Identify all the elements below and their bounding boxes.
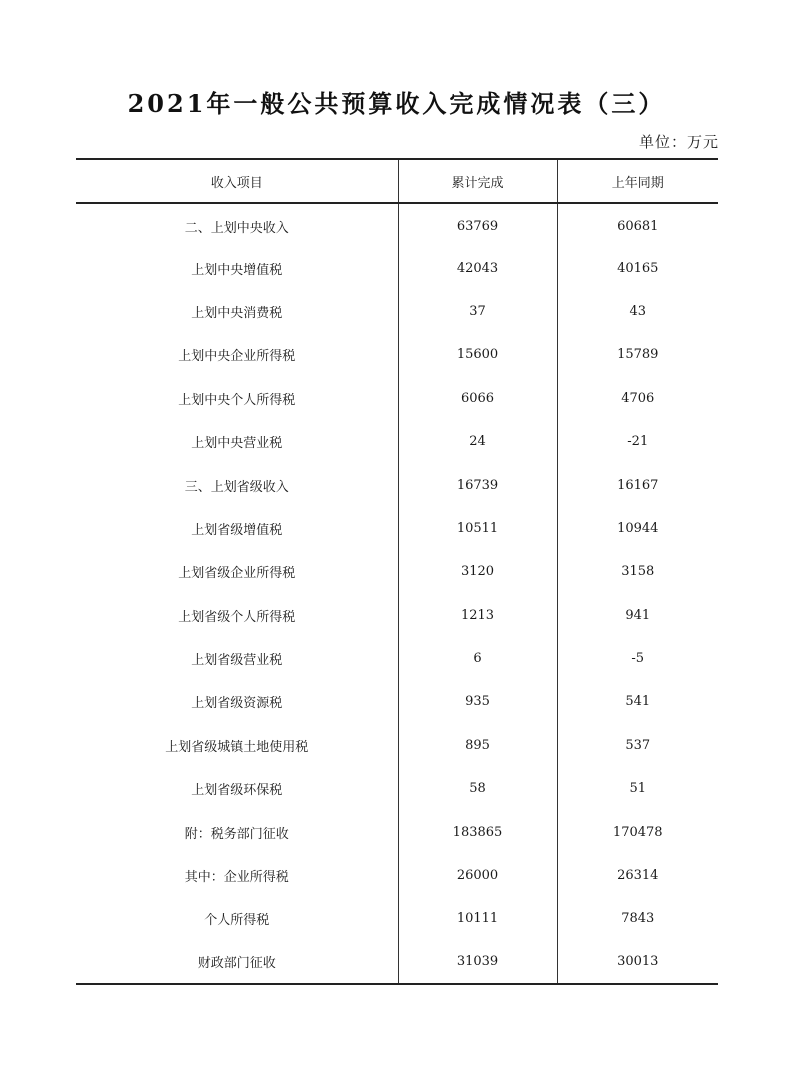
table-body (76, 203, 718, 984)
row-item: 其中：企业所得税 (184, 870, 289, 886)
row-cumulative: 10111 (398, 897, 557, 940)
header-row (76, 159, 718, 203)
table-row (76, 724, 718, 767)
row-cumulative: 6066 (398, 377, 557, 420)
row-item: 上划省级企业所得税 (178, 566, 296, 582)
row-prior-year: 60681 (557, 203, 718, 246)
row-cumulative: 58 (398, 767, 557, 810)
row-item: 上划中央营业税 (191, 436, 283, 452)
table-row (76, 810, 718, 853)
table-row (76, 941, 718, 984)
table-row (76, 637, 718, 680)
row-item: 附：税务部门征收 (184, 826, 289, 842)
row-item: 三、上划省级收入 (184, 479, 289, 495)
table-row (76, 507, 718, 550)
row-prior-year: -21 (557, 420, 718, 463)
row-prior-year: 40165 (557, 246, 718, 289)
row-item: 上划省级环保税 (191, 783, 283, 799)
row-prior-year: 4706 (557, 377, 718, 420)
row-prior-year: 541 (557, 680, 718, 723)
row-cumulative: 63769 (398, 203, 557, 246)
row-cumulative: 37 (398, 290, 557, 333)
table-row (76, 290, 718, 333)
page-title: 2021年一般公共预算收入完成情况表（三） (127, 89, 666, 118)
table-row (76, 854, 718, 897)
row-item: 上划中央企业所得税 (178, 349, 296, 365)
table-row (76, 333, 718, 376)
row-cumulative: 895 (398, 724, 557, 767)
row-prior-year: 170478 (557, 810, 718, 853)
row-prior-year: 3158 (557, 550, 718, 593)
row-prior-year: 30013 (557, 941, 718, 984)
table-row (76, 594, 718, 637)
column-header-item: 收入项目 (76, 159, 398, 203)
row-cumulative: 31039 (398, 941, 557, 984)
row-item: 个人所得税 (204, 913, 270, 929)
unit-label: 单位：万元 (638, 133, 719, 151)
row-item: 上划省级个人所得税 (178, 609, 296, 625)
row-item: 上划中央增值税 (191, 262, 283, 278)
row-item: 上划中央消费税 (191, 305, 283, 321)
table-row (76, 897, 718, 940)
row-item: 二、上划中央收入 (184, 221, 289, 237)
row-item: 财政部门征收 (76, 941, 398, 984)
row-cumulative: 16739 (398, 463, 557, 506)
row-prior-year: 43 (557, 290, 718, 333)
row-cumulative: 15600 (398, 333, 557, 376)
row-item: 上划省级营业税 (191, 653, 283, 669)
row-cumulative: 24 (398, 420, 557, 463)
row-prior-year: 10944 (557, 507, 718, 550)
table-row (76, 420, 718, 463)
row-prior-year: 7843 (557, 897, 718, 940)
row-prior-year: 16167 (557, 463, 718, 506)
row-cumulative: 935 (398, 680, 557, 723)
table-header (76, 159, 718, 203)
row-item: 上划省级增值税 (191, 522, 283, 538)
row-cumulative: 42043 (398, 246, 557, 289)
row-prior-year: 26314 (557, 854, 718, 897)
column-header-cumulative: 累计完成 (398, 159, 557, 203)
row-prior-year: 15789 (557, 333, 718, 376)
column-header-prior-year: 上年同期 (557, 159, 718, 203)
row-cumulative: 183865 (398, 810, 557, 853)
table-row (76, 550, 718, 593)
table-row (76, 203, 718, 246)
row-item: 上划中央个人所得税 (178, 392, 296, 408)
table-row (76, 767, 718, 810)
row-prior-year: 941 (557, 594, 718, 637)
table-row (76, 680, 718, 723)
table-row (76, 377, 718, 420)
row-cumulative: 1213 (398, 594, 557, 637)
row-cumulative: 26000 (398, 854, 557, 897)
row-prior-year: 537 (557, 724, 718, 767)
revenue-table (76, 158, 718, 985)
row-item: 上划省级城镇土地使用税 (165, 739, 309, 755)
row-prior-year: 51 (557, 767, 718, 810)
row-cumulative: 10511 (398, 507, 557, 550)
row-item: 上划省级资源税 (191, 696, 283, 712)
table-row (76, 463, 718, 506)
row-cumulative: 6 (398, 637, 557, 680)
row-cumulative: 3120 (398, 550, 557, 593)
row-prior-year: -5 (557, 637, 718, 680)
table-row (76, 246, 718, 289)
